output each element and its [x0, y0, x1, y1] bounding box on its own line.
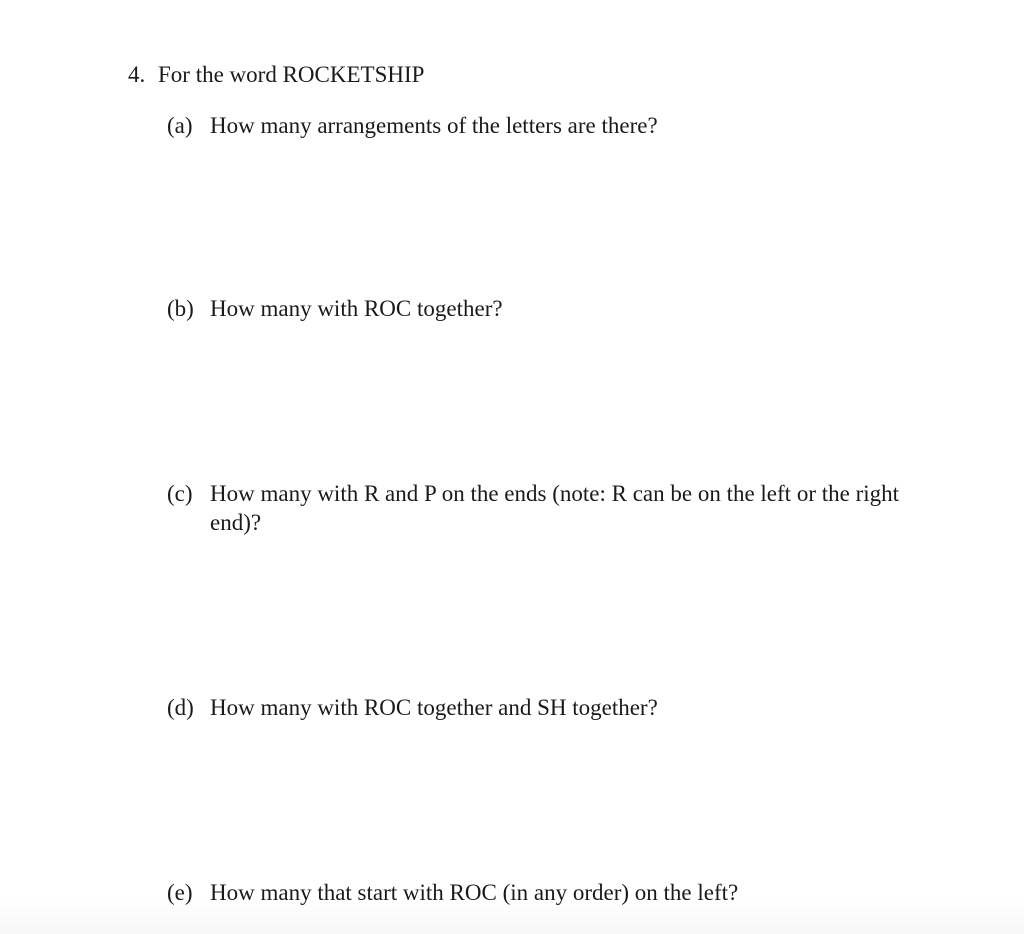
part-label-d: (d) [167, 695, 194, 720]
part-text-d: How many with ROC together and SH together? [210, 695, 658, 720]
part-label-a: (a) [167, 113, 193, 138]
problem-heading [128, 60, 424, 90]
part-text-c: How many with R and P on the ends (note: R can be on the left or the right end)? [210, 481, 900, 535]
problem-number: 4. [128, 62, 146, 87]
part-label-e: (e) [167, 880, 193, 905]
part-label-c: (c) [167, 481, 193, 506]
part-text-a: How many arrangements of the letters are there? [210, 113, 658, 138]
problem-heading-text: For the word ROCKETSHIP [158, 62, 425, 87]
part-text-e: How many that start with ROC (in any order) on the left? [210, 880, 739, 905]
part-text-b: How many with ROC together? [210, 296, 503, 321]
part-label-b: (b) [167, 296, 194, 321]
